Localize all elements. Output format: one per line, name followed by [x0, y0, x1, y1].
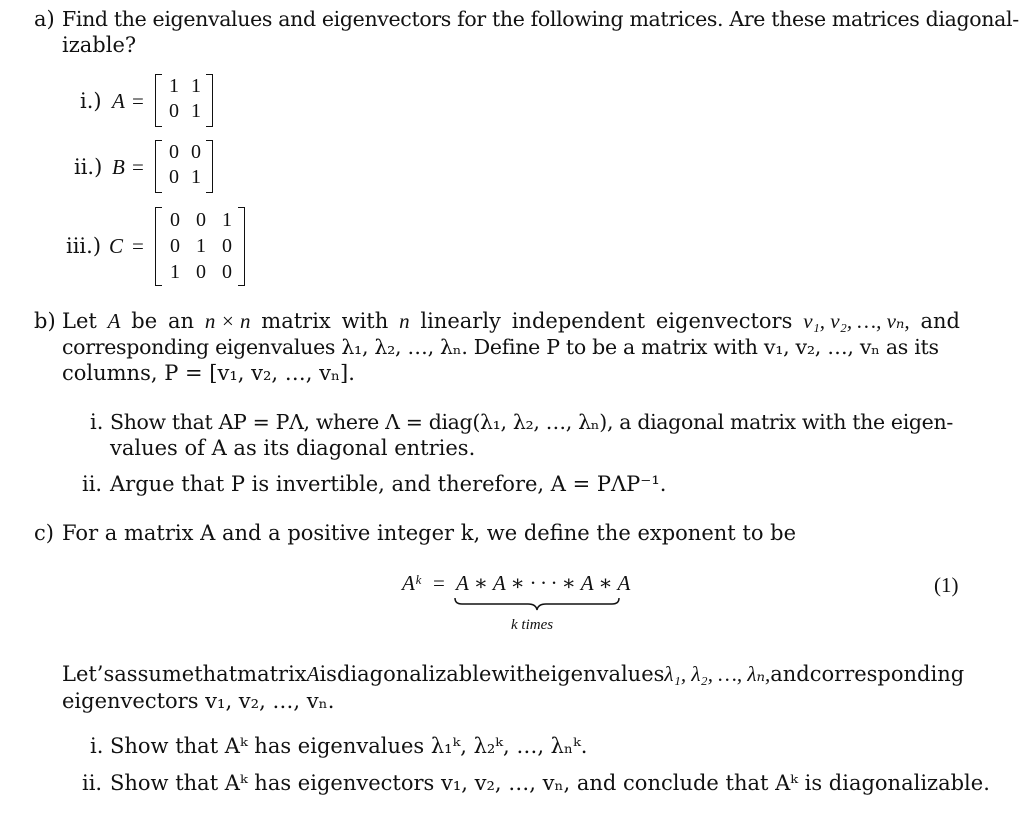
matrix-c-cell: 1 — [222, 209, 232, 231]
part-b-word: Let — [62, 309, 97, 333]
matrix-c-cell: 1 — [196, 235, 206, 257]
part-c-word: matrix — [237, 662, 307, 686]
matrix-b-name: B — [112, 155, 125, 179]
matrix-c-cell: 0 — [170, 235, 180, 257]
part-c-word: corresponding — [809, 662, 965, 686]
matrix-c-cell: 0 — [196, 261, 206, 283]
matrix-b-cell: 0 — [169, 141, 179, 163]
matrix-c — [162, 207, 240, 285]
matrix-a-right-bracket — [206, 74, 213, 127]
part-b-item-i-line-2: values of A as its diagonal entries. — [110, 436, 476, 460]
part-c-word: is — [319, 662, 337, 686]
part-c-word: Let’s — [62, 662, 115, 686]
matrix-b — [163, 140, 207, 190]
matrix-a-cell: 0 — [169, 100, 179, 122]
part-b-word: be — [131, 309, 158, 333]
part-b-word: A — [107, 309, 121, 333]
underbrace-label: k times — [511, 617, 554, 633]
matrix-b-cell: 0 — [169, 166, 179, 188]
part-c-word: A — [306, 662, 320, 686]
part-c-word: with — [491, 662, 539, 686]
underbrace-path — [455, 598, 619, 610]
part-b-line-3: columns, P = [v₁, v₂, …, vₙ]. — [62, 361, 355, 385]
matrix-b-right-bracket — [206, 140, 213, 193]
matrix-iii-label: iii.) — [66, 234, 102, 258]
matrix-i-label: i.) — [80, 89, 102, 113]
equation-rhs: A ∗ A ∗ · · · ∗ A ∗ A — [456, 571, 631, 595]
part-b-word: an — [167, 309, 194, 333]
equation-equals: = — [433, 571, 445, 595]
equation-number: (1) — [934, 573, 959, 597]
equation-lhs: Aᵏ — [402, 571, 421, 595]
part-c-item-i-marker: i. — [90, 734, 104, 758]
matrix-a-cell: 1 — [191, 75, 201, 97]
matrix-c-cell: 0 — [222, 261, 232, 283]
part-b-word: matrix — [261, 309, 331, 333]
part-b-line-2: corresponding eigenvalues λ₁, λ₂, …, λₙ. Define P to be a matrix with v₁, v₂, …, vₙ as its — [62, 335, 939, 359]
matrix-b-left-bracket — [155, 140, 162, 193]
part-c-intro: For a matrix A and a positive integer k, we define the exponent to be — [62, 521, 797, 545]
matrix-b-cell: 1 — [191, 166, 201, 188]
part-b-word: v₁, v₂, …, vₙ, — [803, 309, 910, 333]
matrix-c-cell: 0 — [170, 209, 180, 231]
matrix-a-cell: 1 — [191, 100, 201, 122]
part-c-assume-line-2: eigenvectors v₁, v₂, …, vₙ. — [62, 689, 335, 713]
part-c-word: λ₁, λ₂, …, λₙ, — [664, 662, 771, 686]
part-c-word: assume — [114, 662, 195, 686]
part-b-line-1 — [62, 308, 960, 334]
matrix-a-eq: = — [132, 89, 144, 113]
part-b-word: linearly — [420, 309, 501, 333]
matrix-b-eq: = — [132, 155, 144, 179]
part-b-item-ii-marker: ii. — [82, 472, 103, 496]
part-c-item-ii-line-1: Show that Aᵏ has eigenvectors v₁, v₂, …, vₙ, and conclude that Aᵏ is diagonalizable. — [110, 771, 990, 795]
part-c-word: diagonalizable — [336, 662, 492, 686]
part-b-item-ii-line-1: Argue that P is invertible, and therefore, A = PΛP⁻¹. — [110, 472, 667, 496]
matrix-c-cell: 0 — [222, 235, 232, 257]
matrix-c-cell: 1 — [170, 261, 180, 283]
matrix-b-cell: 0 — [191, 141, 201, 163]
part-b-word: and — [920, 309, 960, 333]
part-c-item-i-line-1: Show that Aᵏ has eigenvalues λ₁ᵏ, λ₂ᵏ, …, λₙᵏ. — [110, 734, 588, 758]
matrix-a-cell: 1 — [169, 75, 179, 97]
matrix-a-name: A — [112, 89, 125, 113]
matrix-c-left-bracket — [155, 207, 162, 286]
matrix-c-name: C — [109, 234, 124, 258]
part-b-word: n × n — [204, 309, 251, 333]
equation-underbrace — [454, 597, 624, 611]
matrix-c-eq: = — [132, 234, 144, 258]
part-c-marker: c) — [34, 521, 54, 545]
part-c-word: that — [194, 662, 238, 686]
part-a-line-1: Find the eigenvalues and eigenvectors for the following matrices. Are these matrices diagonal- — [62, 7, 1019, 31]
part-b-word: with — [341, 309, 389, 333]
part-c-word: eigenvalues — [538, 662, 665, 686]
part-c-item-ii-marker: ii. — [82, 771, 103, 795]
part-b-word: independent — [511, 309, 646, 333]
part-b-word: n — [399, 309, 410, 333]
part-b-item-i-line-1: Show that AP = PΛ, where Λ = diag(λ₁, λ₂, …, λₙ), a diagonal matrix with the eigen- — [110, 410, 953, 434]
part-a-line-2: izable? — [62, 33, 137, 57]
matrix-ii-label: ii.) — [74, 155, 103, 179]
matrix-a — [163, 74, 207, 124]
part-b-marker: b) — [34, 309, 56, 333]
part-a-marker: a) — [34, 7, 55, 31]
part-b-word: eigenvectors — [655, 309, 793, 333]
part-b-item-i-marker: i. — [90, 410, 104, 434]
matrix-c-cell: 0 — [196, 209, 206, 231]
part-c-assume-line-1 — [62, 661, 965, 687]
part-c-word: and — [770, 662, 810, 686]
matrix-a-left-bracket — [155, 74, 162, 127]
